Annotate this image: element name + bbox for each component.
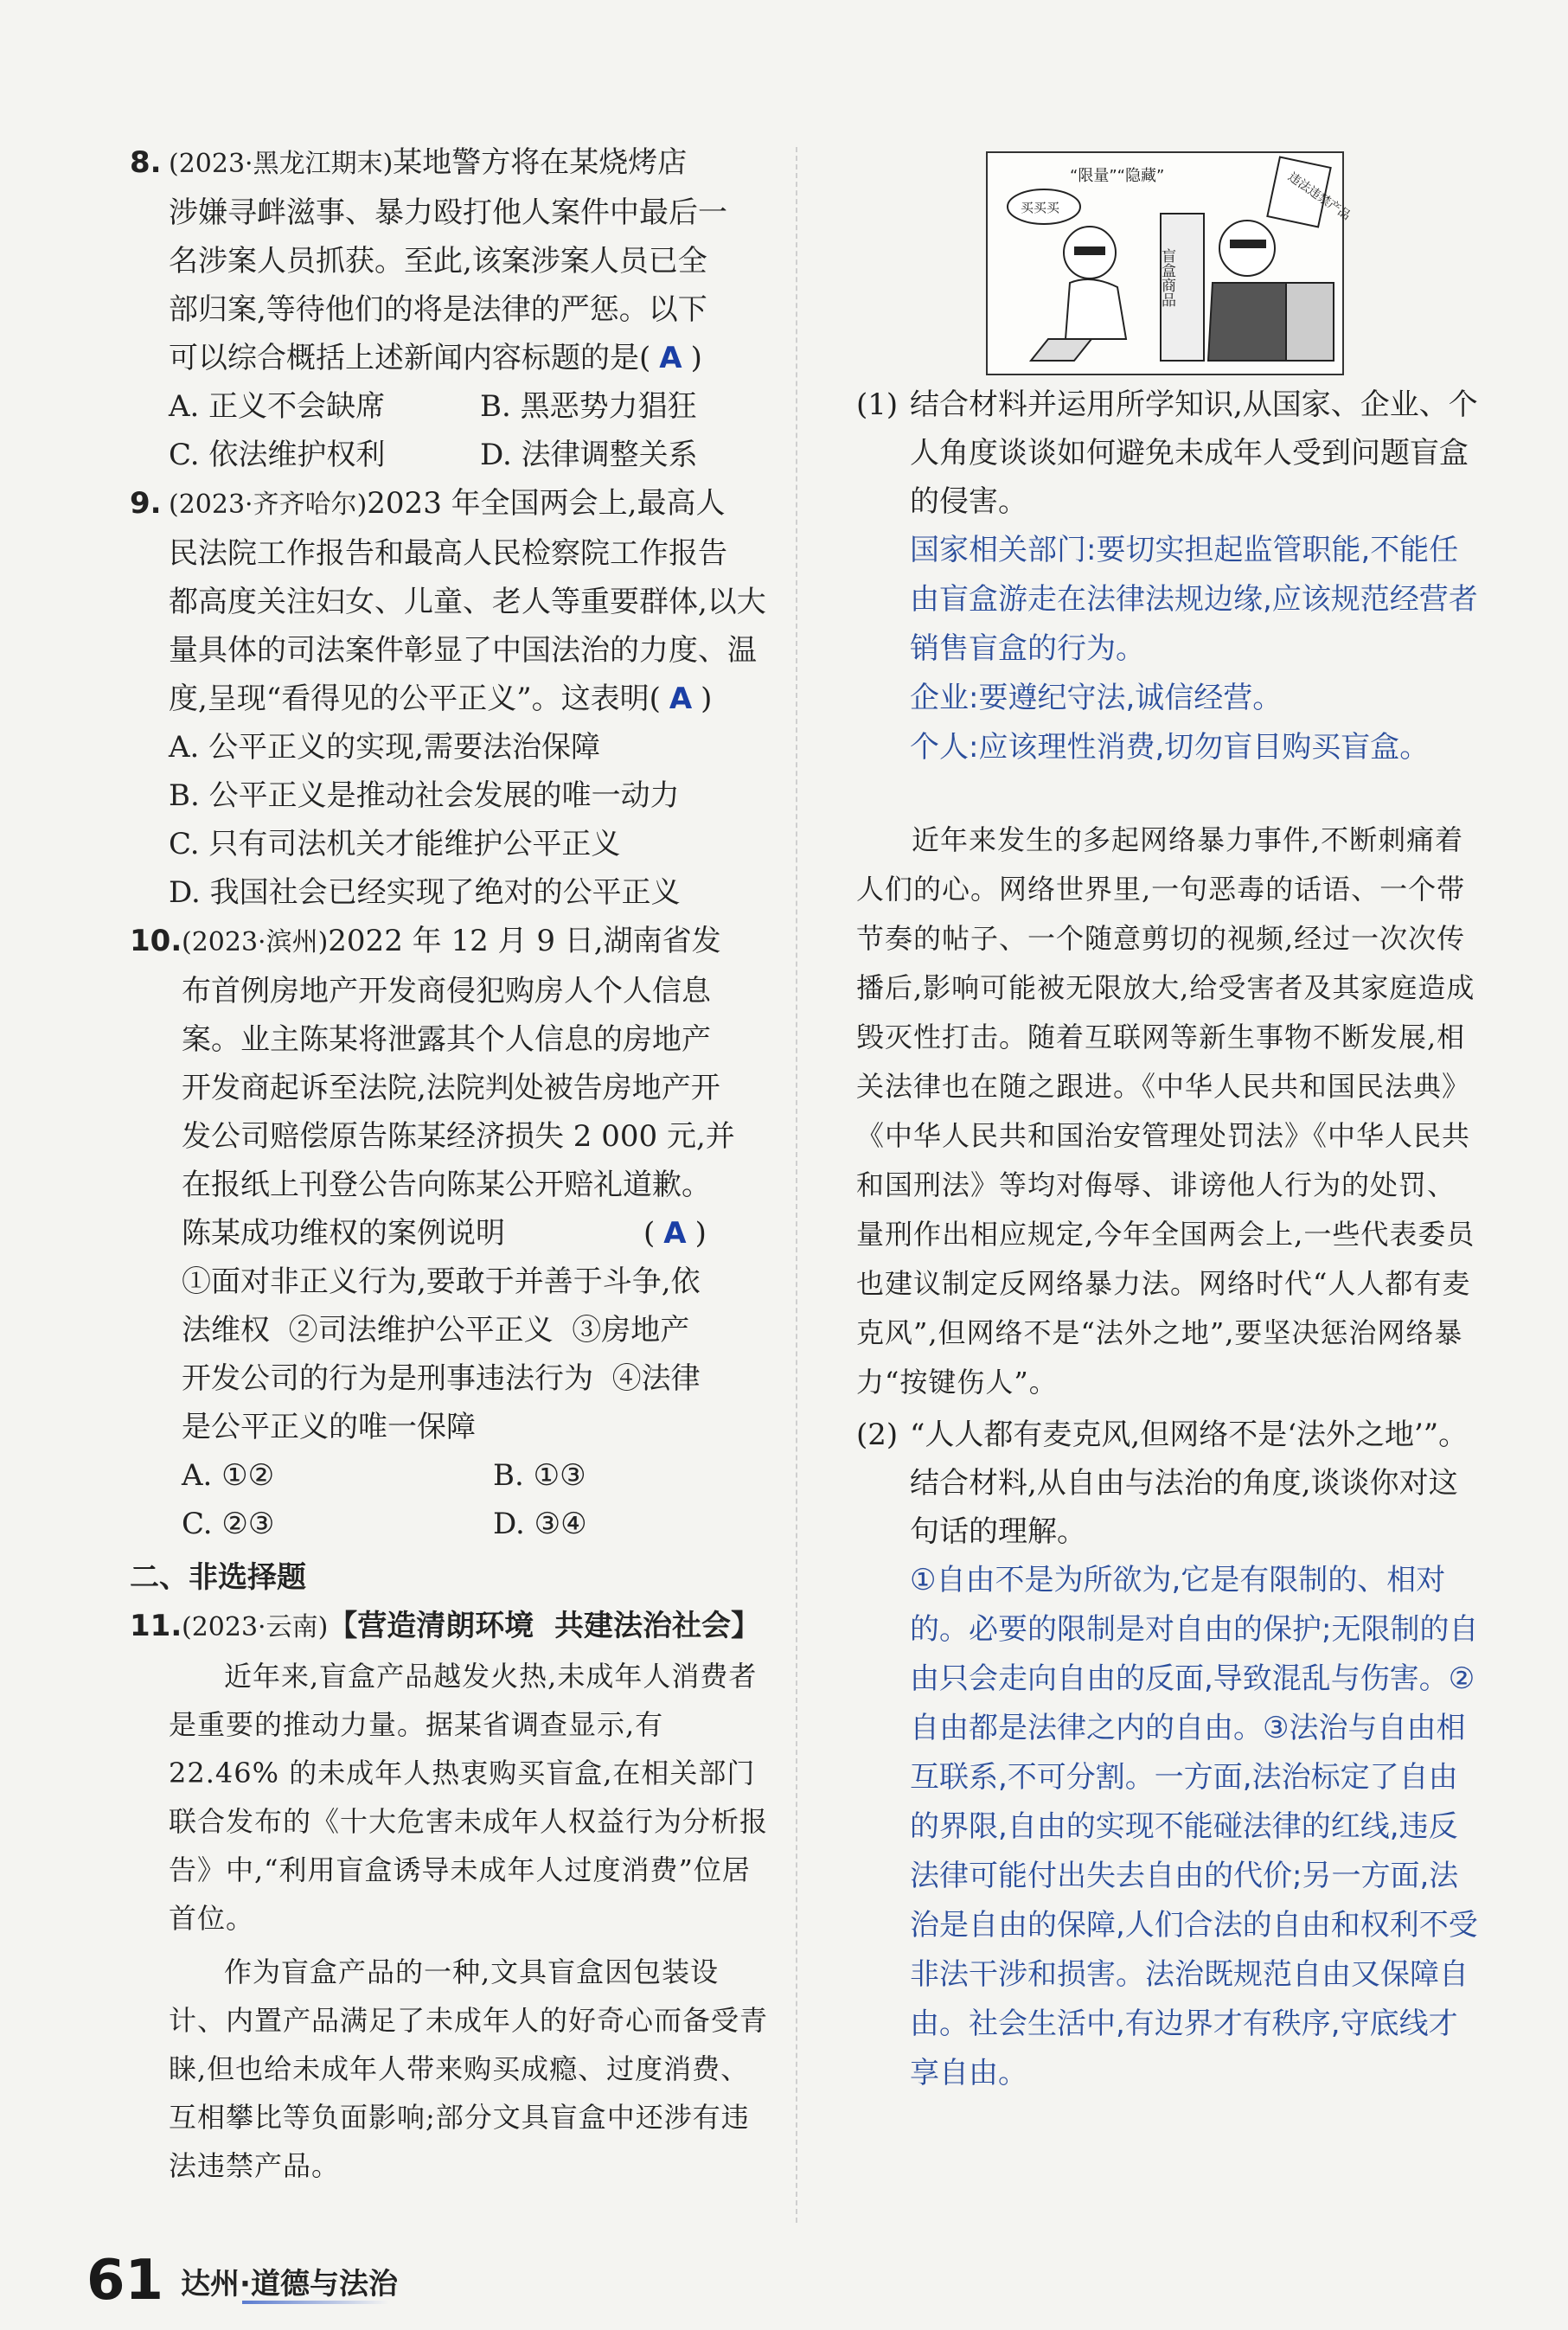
question-source: (2023·黑龙江期末): [169, 149, 394, 179]
stem-line: 量具体的司法案件彰显了中国法治的力度、温: [169, 633, 757, 668]
question-number: 11.: [130, 1609, 182, 1643]
stem-line: 某地警方将在某烧烤店: [393, 145, 688, 180]
book-title: 达州·道德与法治: [181, 2266, 398, 2301]
child-legs: [1031, 339, 1091, 361]
options-8: [169, 382, 770, 479]
option: A. ①②: [182, 1458, 275, 1493]
option: C. 依法维护权利: [169, 438, 386, 472]
statement-line: ①面对非正义行为,要敢于并善于斗争,依: [182, 1264, 701, 1299]
question-source: (2023·滨州): [182, 927, 329, 957]
answer-block-2: ①自由不是为所欲为,它是有限制的、相对的。必要的限制是对自由的保护;无限制的自由只会走向自由的反面,导致混乱与伤害。②自由都是法律之内的自由。③法治与自由相互联系,不可分割。一方面,法治标定了自由的界限,自由的实现不能碰法律的红线,违反法律可能付出失去自由的代价;另一方面,法治是自由的保障,人们合法的自由和权利不受非法干涉和损害。法治既规范自由又保障自由。社会生活中,有边界才有秩序,守底线才享自由。: [910, 1563, 1479, 2090]
material-paragraph: 近年来发生的多起网络暴力事件,不断刺痛着人们的心。网络世界里,一句恶毒的话语、一个带节奏的帖子、一个随意剪切的视频,经过一次次传播后,影响可能被无限放大,给受害者及其家庭造成毁灭性打击。随着互联网等新生事物不断发展,相关法律也在随之跟进。《中华人民共和国民法典》《中华人民共和国治安管理处罚法》《中华人民共和国刑法》等均对侮辱、诽谤他人行为的处罚、量刑作出相应规定,今年全国两会上,一些代表委员也建议制定反网络暴力法。网络时代“人人都有麦克风”,但网络不是“法外之地”,要坚决惩治网络暴力“按键伤人”。: [856, 823, 1475, 1399]
sub-question-1: [856, 381, 1479, 526]
stem-line: 陈某成功维权的案例说明: [182, 1216, 505, 1251]
stem-line: 2022 年 12 月 9 日,湖南省发: [328, 924, 721, 958]
option: D. 我国社会已经实现了绝对的公平正义: [169, 875, 681, 910]
sub-question-2: [856, 1411, 1479, 1556]
question-source: (2023·云南): [182, 1612, 329, 1642]
prohibited-text: 违法违禁产品: [1285, 170, 1354, 223]
column-divider: [796, 147, 797, 2223]
answer-choice: A: [669, 682, 693, 716]
footer-underline: [242, 2301, 389, 2304]
stem-line: 开发商起诉至法院,法院判处被告房地产开: [182, 1071, 720, 1105]
options-10: [182, 1451, 770, 1548]
material-paragraph: 近年来,盲盒产品越发火热,未成年人消费者是重要的推动力量。据某省调查显示,有 22.46% 的未成年人热衷购买盲盒,在相关部门联合发布的《十大危害未成年人权益行为分析报告》中,“利用盲盒诱导未成年人过度消费”位居首位。: [169, 1660, 769, 1935]
box-label: 盲盒商品: [1158, 248, 1175, 307]
question-source: (2023·齐齐哈尔): [169, 490, 368, 520]
question-number: 9.: [130, 486, 162, 521]
speech-text: 买买买: [1021, 200, 1060, 215]
sub-question-text: 结合材料并运用所学知识,从国家、企业、个人角度谈谈如何避免未成年人受到问题盲盒的侵害。: [910, 387, 1478, 519]
page-number: 61: [86, 2249, 164, 2313]
stem-line: 部归案,等待他们的将是法律的严惩。以下: [169, 292, 707, 327]
sub-question-text: “人人都有麦克风,但网络不是‘法外之地’”。结合材料,从自由与法治的角度,谈谈你对这句话的理解。: [910, 1418, 1469, 1549]
stem-line: 2023 年全国两会上,最高人: [367, 486, 726, 521]
question-11: [130, 1602, 770, 1652]
child-body: [1066, 279, 1126, 339]
right-column: [856, 381, 1479, 2098]
question-8: [130, 138, 770, 382]
statement-line: 法维权 ②司法维护公平正义 ③房地产: [182, 1313, 690, 1347]
stem-line: 民法院工作报告和最高人民检察院工作报告: [169, 536, 727, 571]
stem-line: 可以综合概括上述新闻内容标题的是(: [169, 341, 651, 375]
option: B. ①③: [493, 1458, 586, 1493]
cartoon-drawing: [988, 153, 1354, 374]
option: A. 公平正义的实现,需要法治保障: [169, 730, 600, 765]
question-topic: 【营造清朗环境 共建法治社会】: [328, 1609, 760, 1643]
question-number: 8.: [130, 145, 162, 180]
question-number: 10.: [130, 924, 182, 958]
option: B. 黑恶势力猖狂: [480, 389, 697, 424]
sub-question-number: (2): [856, 1418, 899, 1452]
answer-line: 国家相关部门:要切实担起监管职能,不能任由盲盒游走在法律法规边缘,应该规范经营者销售盲盒的行为。: [910, 533, 1478, 666]
answer-choice: A: [659, 341, 682, 375]
stem-line: 名涉案人员抓获。至此,该案涉案人员已全: [169, 244, 707, 278]
statement-line: 是公平正义的唯一保障: [182, 1410, 476, 1444]
cartoon-illustration: [986, 151, 1354, 375]
answer-choice: A: [663, 1216, 687, 1251]
option: C. 只有司法机关才能维护公平正义: [169, 827, 621, 861]
options-9: [169, 723, 770, 917]
question-9: [130, 479, 770, 723]
crate: [1286, 283, 1334, 361]
stem-line: 发公司赔偿原告陈某经济损失 2 000 元,并: [182, 1119, 735, 1154]
stem-line: 在报纸上刊登公告向陈某公开赔礼道歉。: [182, 1168, 711, 1202]
stem-line: 都高度关注妇女、儿童、老人等重要群体,以大: [169, 585, 766, 619]
option: C. ②③: [182, 1507, 275, 1541]
section-title: 二、非选择题: [130, 1560, 306, 1595]
cartoon-caption: “限量”“隐藏”: [1070, 167, 1165, 185]
stem-line: 案。业主陈某将泄露其个人信息的房地产: [182, 1022, 711, 1057]
stem-line: 度,呈现“看得见的公平正义”。这表明(: [169, 682, 661, 716]
question-10: [130, 917, 770, 1451]
answer-line: 个人:应该理性消费,切勿盲目购买盲盒。: [910, 730, 1430, 765]
statement-line: 开发公司的行为是刑事违法行为 ④法律: [182, 1361, 701, 1396]
option: D. 法律调整关系: [480, 438, 698, 472]
answer-bracket: (: [643, 1216, 656, 1251]
option: D. ③④: [493, 1507, 587, 1541]
stem-line: 布首例房地产开发商侵犯购房人个人信息: [182, 974, 711, 1008]
sub-question-number: (1): [856, 387, 899, 422]
option: A. 正义不会缺席: [169, 389, 386, 424]
answer-block-1: [856, 526, 1479, 772]
stem-line: 涉嫌寻衅滋事、暴力殴打他人案件中最后一: [169, 195, 727, 230]
answer-bracket: ): [694, 1216, 707, 1251]
answer-bracket: ): [701, 682, 713, 716]
answer-line: 企业:要遵纪守法,诚信经营。: [910, 681, 1283, 715]
left-column: [130, 138, 770, 2190]
material-paragraph: 作为盲盒产品的一种,文具盲盒因包装设计、内置产品满足了未成年人的好奇心而备受青睐,但也给未成年人带来购买成瘾、过度消费、互相攀比等负面影响;部分文具盲盒中还涉有违法违禁产品。: [169, 1956, 769, 2182]
option: B. 公平正义是推动社会发展的唯一动力: [169, 778, 680, 813]
answer-bracket: ): [690, 341, 702, 375]
seller-glasses: [1230, 240, 1266, 248]
child-glasses: [1074, 246, 1105, 255]
